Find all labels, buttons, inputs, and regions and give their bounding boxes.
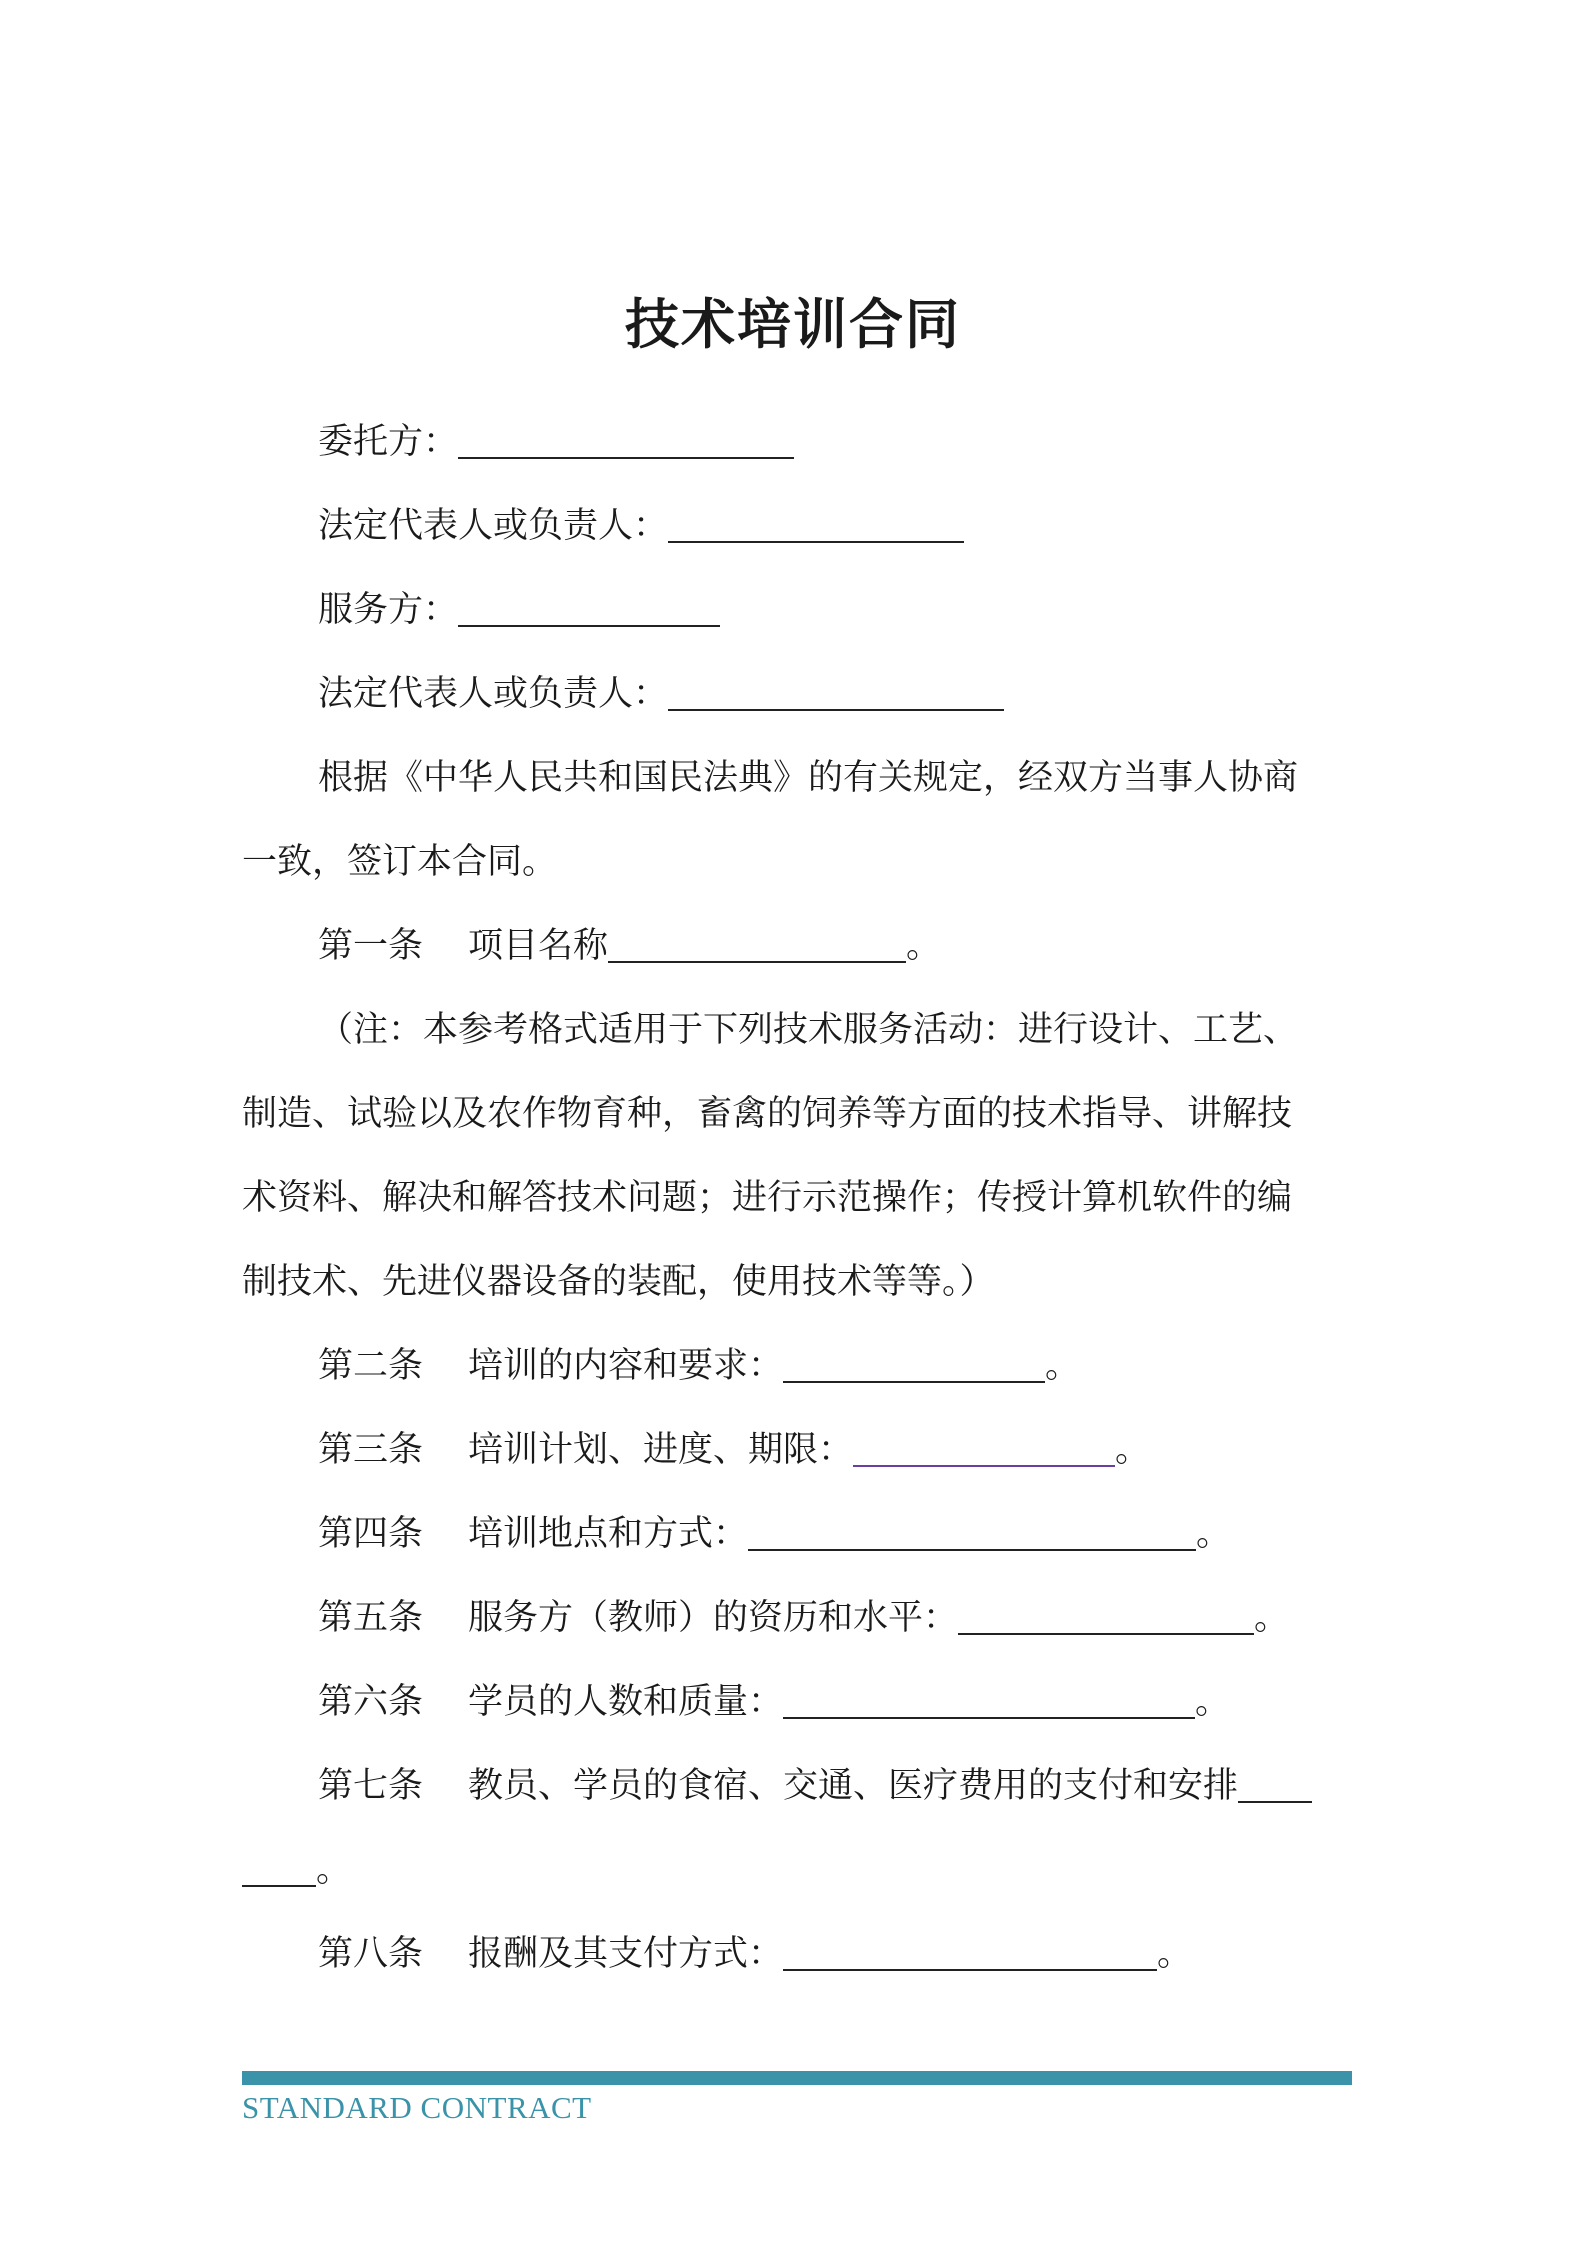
article-3-period: 。 [1115, 1430, 1151, 1470]
article-5-blank[interactable] [958, 1593, 1254, 1635]
article-8-period: 。 [1157, 1934, 1193, 1974]
article-1 [242, 904, 1352, 988]
article-6-text: 学员的人数和质量： [468, 1682, 784, 1722]
article-4-text: 培训地点和方式： [468, 1514, 749, 1554]
client-rep-label: 法定代表人或负责人： [318, 506, 669, 546]
article-4 [242, 1492, 1352, 1576]
article-7-number: 第七条 [318, 1766, 424, 1806]
article-5 [242, 1576, 1352, 1660]
article-5-text: 服务方（教师）的资历和水平： [468, 1598, 959, 1638]
article-1-number: 第一条 [318, 926, 424, 966]
article-4-blank[interactable] [748, 1509, 1196, 1551]
article-6-number: 第六条 [318, 1682, 424, 1722]
client-blank[interactable] [458, 417, 794, 459]
provider-line [242, 568, 1352, 652]
note-line-4: 制技术、先进仪器设备的装配，使用技术等等。） [242, 1262, 995, 1302]
article-3 [242, 1408, 1352, 1492]
client-line [242, 400, 1352, 484]
article-6-period: 。 [1195, 1682, 1231, 1722]
note-line-1: （注：本参考格式适用于下列技术服务活动：进行设计、工艺、 [318, 1010, 1299, 1050]
article-8-number: 第八条 [318, 1934, 424, 1974]
article-4-number: 第四条 [318, 1514, 424, 1554]
note-line-3: 术资料、解决和解答技术问题；进行示范操作；传授计算机软件的编 [242, 1178, 1293, 1218]
article-1-text: 项目名称 [468, 926, 609, 966]
footer-accent-bar [242, 2071, 1352, 2085]
client-rep-line [242, 484, 1352, 568]
footer-label: STANDARD CONTRACT [242, 2090, 592, 2125]
article-4-period: 。 [1196, 1514, 1232, 1554]
article-5-number: 第五条 [318, 1598, 424, 1638]
article-3-blank[interactable] [853, 1425, 1115, 1467]
provider-rep-line [242, 652, 1352, 736]
article-1-period: 。 [906, 926, 942, 966]
article-6-blank[interactable] [783, 1677, 1195, 1719]
article-3-text: 培训计划、进度、期限： [468, 1430, 854, 1470]
article-5-period: 。 [1254, 1598, 1290, 1638]
article-2 [242, 1324, 1352, 1408]
article-8-text: 报酬及其支付方式： [468, 1934, 784, 1974]
article-2-number: 第二条 [318, 1346, 424, 1386]
article-7-text: 教员、学员的食宿、交通、医疗费用的支付和安排 [468, 1766, 1239, 1806]
article-7 [242, 1744, 1352, 1828]
preamble-line-1: 根据《中华人民共和国民法典》的有关规定，经双方当事人协商 [318, 758, 1299, 798]
provider-label: 服务方： [318, 590, 459, 630]
provider-blank[interactable] [458, 585, 720, 627]
article-2-period: 。 [1045, 1346, 1081, 1386]
document-title: 技术培训合同 [625, 293, 961, 356]
article-8 [242, 1912, 1352, 1996]
article-2-blank[interactable] [783, 1341, 1045, 1383]
article-7-blank-part-1[interactable] [1238, 1761, 1312, 1803]
article-7-period: 。 [316, 1850, 352, 1890]
article-1-blank[interactable] [608, 921, 906, 963]
article-7-blank-part-2[interactable] [242, 1845, 316, 1887]
article-6 [242, 1660, 1352, 1744]
client-label: 委托方： [318, 422, 459, 462]
article-3-number: 第三条 [318, 1430, 424, 1470]
preamble-line-2: 一致，签订本合同。 [242, 842, 558, 882]
note-line-2: 制造、试验以及农作物育种，畜禽的饲养等方面的技术指导、讲解技 [242, 1094, 1293, 1134]
provider-rep-blank[interactable] [668, 669, 1004, 711]
article-8-blank[interactable] [783, 1929, 1157, 1971]
provider-rep-label: 法定代表人或负责人： [318, 674, 669, 714]
client-rep-blank[interactable] [668, 501, 964, 543]
article-2-text: 培训的内容和要求： [468, 1346, 784, 1386]
article-7-continued [242, 1828, 1352, 1912]
contract-body [242, 400, 1352, 1996]
